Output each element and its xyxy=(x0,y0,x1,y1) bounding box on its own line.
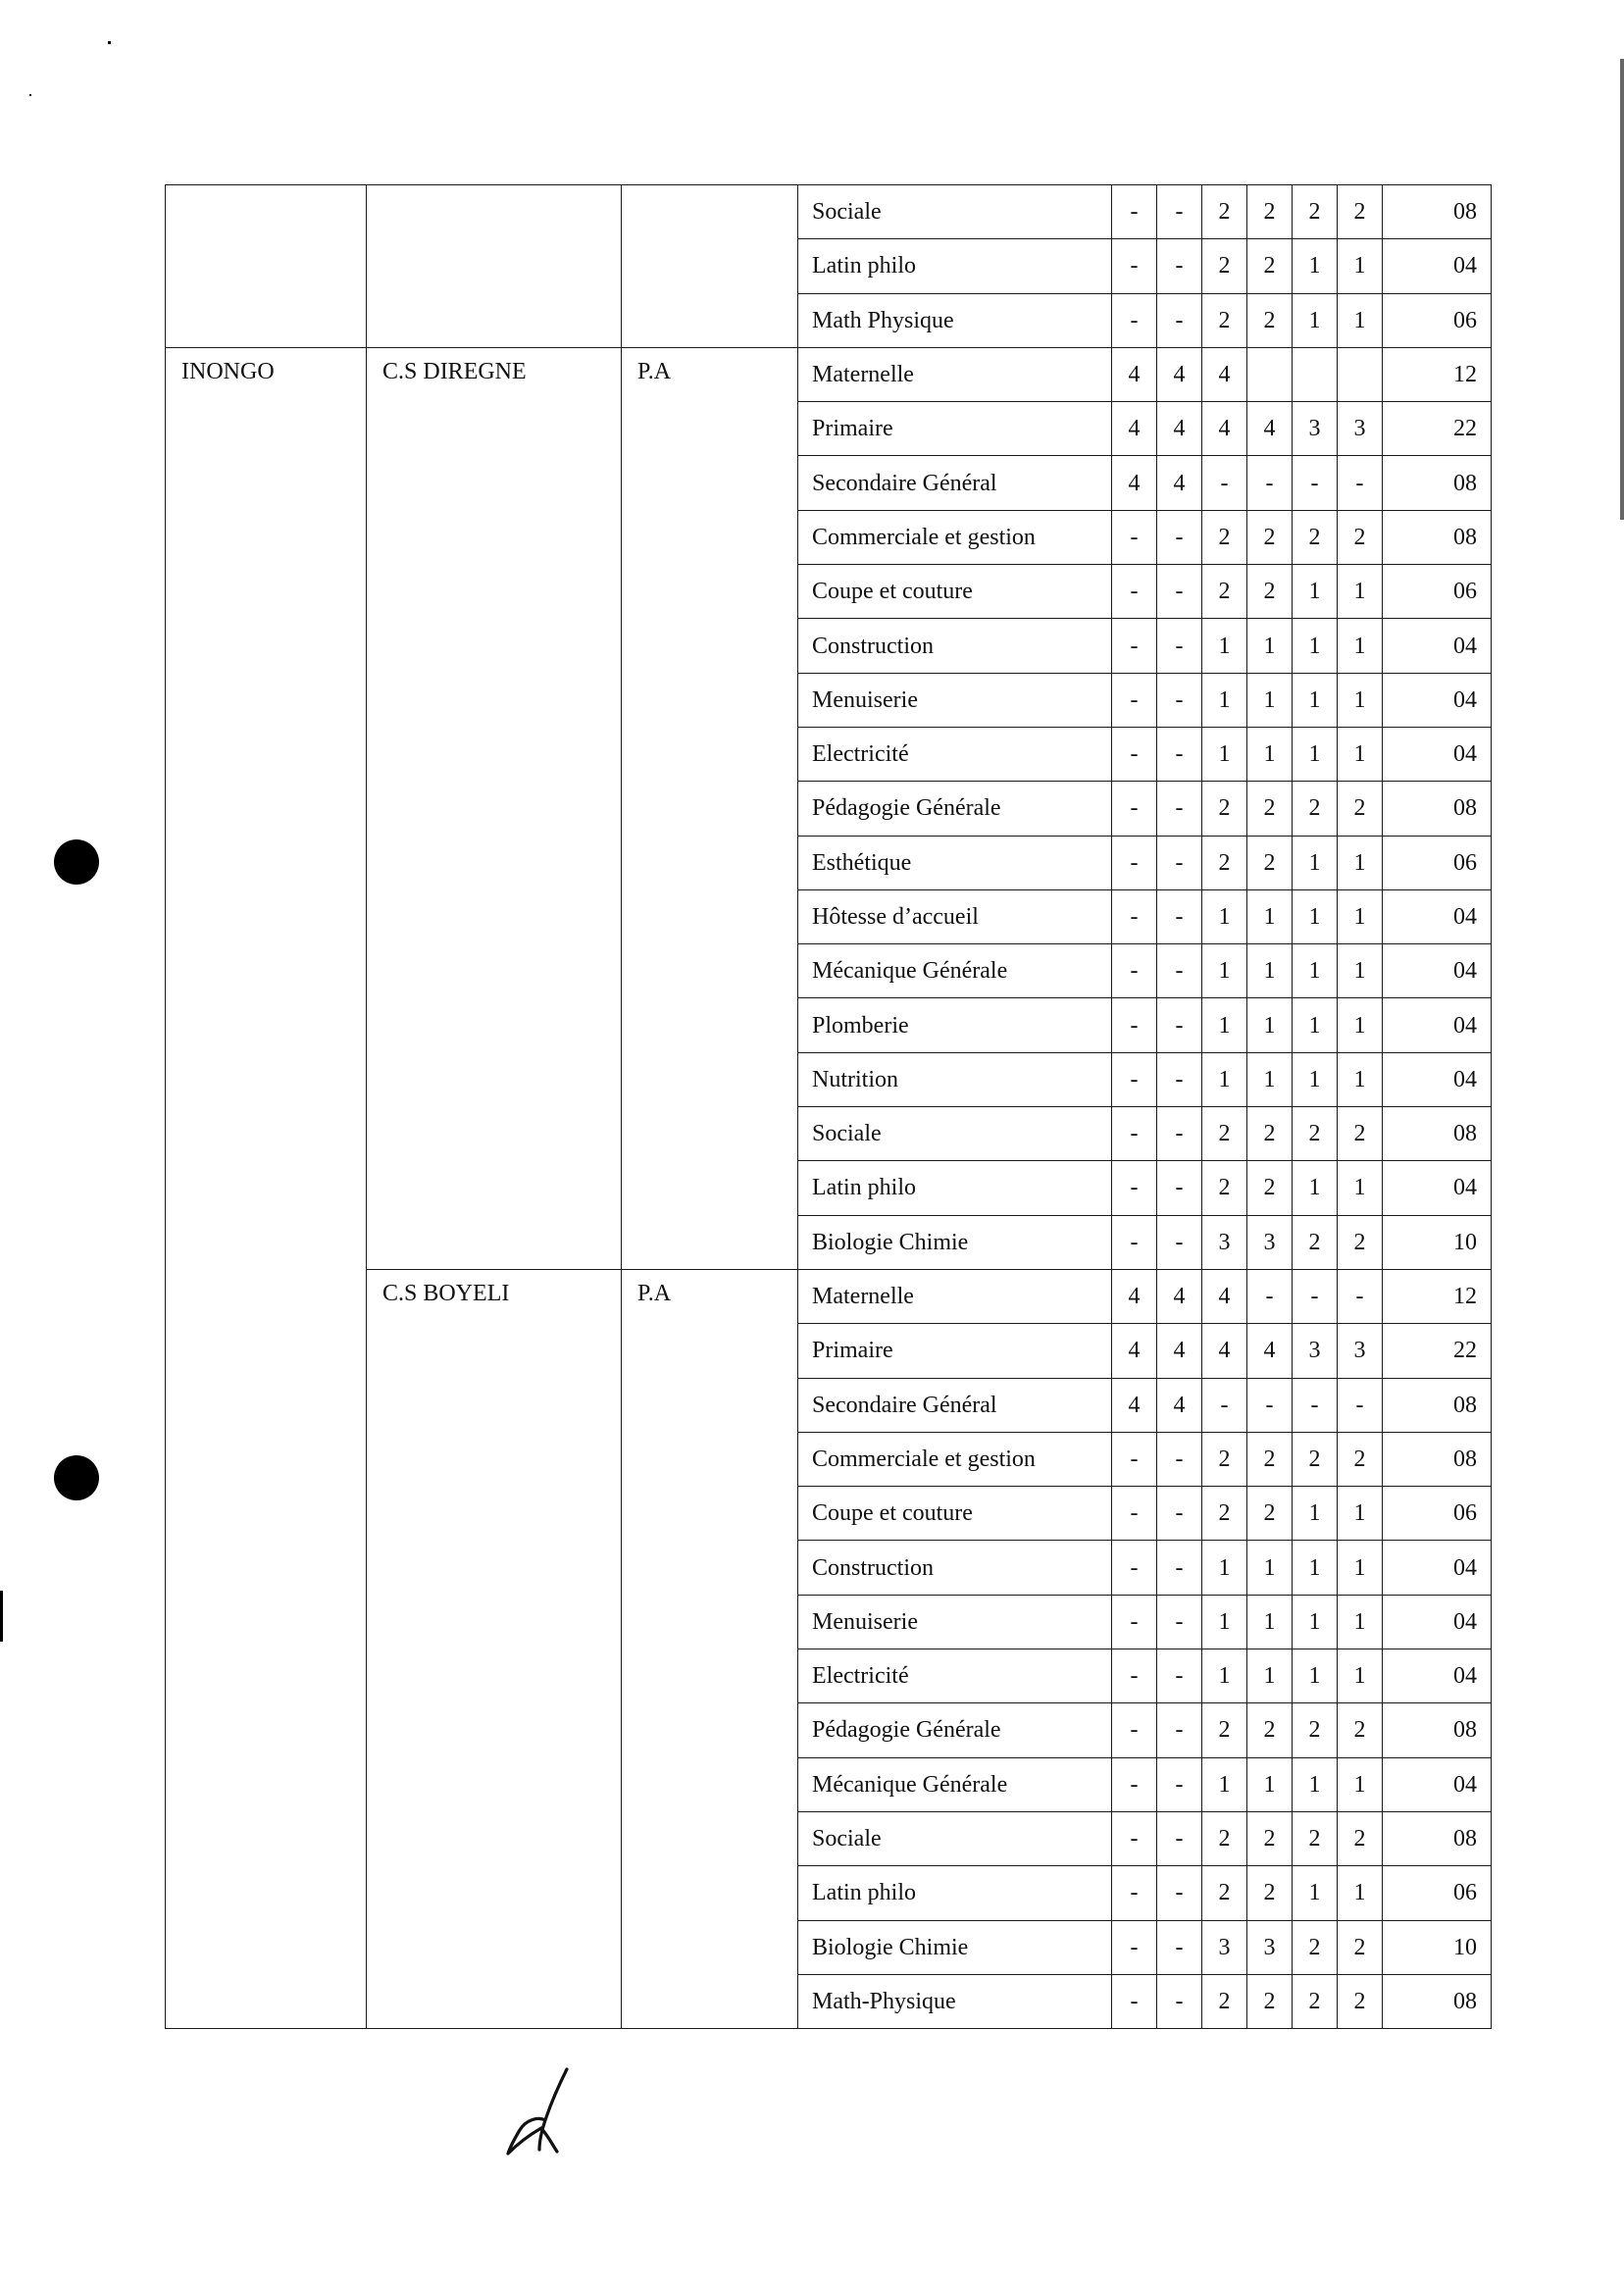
total-cell: 04 xyxy=(1383,889,1492,943)
class-count-cell: 3 xyxy=(1202,1920,1247,1974)
class-count-cell: 1 xyxy=(1338,293,1383,347)
subject-cell: Biologie Chimie xyxy=(798,1215,1112,1269)
class-count-cell: 2 xyxy=(1338,1107,1383,1161)
total-cell: 04 xyxy=(1383,1541,1492,1595)
class-count-cell: 4 xyxy=(1157,347,1202,401)
class-count-cell: 3 xyxy=(1293,402,1338,456)
class-count-cell: - xyxy=(1157,1432,1202,1486)
class-count-cell: - xyxy=(1112,1866,1157,1920)
class-count-cell: - xyxy=(1112,1052,1157,1106)
class-count-cell: 1 xyxy=(1338,619,1383,673)
class-count-cell: 2 xyxy=(1247,836,1293,889)
class-count-cell: 2 xyxy=(1247,1161,1293,1215)
class-count-cell: 1 xyxy=(1293,293,1338,347)
class-count-cell: 4 xyxy=(1112,402,1157,456)
class-count-cell: - xyxy=(1112,293,1157,347)
subject-cell: Coupe et couture xyxy=(798,1487,1112,1541)
class-count-cell: - xyxy=(1112,239,1157,293)
class-count-cell: 1 xyxy=(1338,998,1383,1052)
class-count-cell: 1 xyxy=(1202,1595,1247,1649)
punch-hole xyxy=(54,839,99,885)
class-count-cell: - xyxy=(1112,1703,1157,1757)
class-count-cell: 2 xyxy=(1338,1215,1383,1269)
class-count-cell: - xyxy=(1157,1595,1202,1649)
regime-cell: P.A xyxy=(622,1269,798,2028)
class-count-cell: 2 xyxy=(1338,510,1383,564)
class-count-cell: - xyxy=(1293,456,1338,510)
class-count-cell: 2 xyxy=(1202,1107,1247,1161)
total-cell: 06 xyxy=(1383,293,1492,347)
class-count-cell: 1 xyxy=(1202,1052,1247,1106)
class-count-cell: - xyxy=(1112,1107,1157,1161)
class-count-cell: 2 xyxy=(1247,1811,1293,1865)
total-cell: 08 xyxy=(1383,456,1492,510)
class-count-cell: 1 xyxy=(1293,1487,1338,1541)
class-count-cell: 1 xyxy=(1202,1757,1247,1811)
class-count-cell: 2 xyxy=(1293,782,1338,836)
subject-cell: Latin philo xyxy=(798,239,1112,293)
class-count-cell: - xyxy=(1157,1161,1202,1215)
total-cell: 08 xyxy=(1383,1378,1492,1432)
subject-cell: Pédagogie Générale xyxy=(798,782,1112,836)
class-count-cell: - xyxy=(1112,673,1157,727)
class-count-cell: - xyxy=(1157,1649,1202,1703)
total-cell: 06 xyxy=(1383,1487,1492,1541)
class-count-cell: 1 xyxy=(1202,1649,1247,1703)
class-count-cell: 1 xyxy=(1338,1052,1383,1106)
class-count-cell: 1 xyxy=(1293,239,1338,293)
class-count-cell: - xyxy=(1112,836,1157,889)
class-count-cell: 2 xyxy=(1202,1703,1247,1757)
class-count-cell: - xyxy=(1157,293,1202,347)
subject-cell: Primaire xyxy=(798,1324,1112,1378)
total-cell: 08 xyxy=(1383,185,1492,239)
class-count-cell: 2 xyxy=(1293,1703,1338,1757)
subject-cell: Hôtesse d’accueil xyxy=(798,889,1112,943)
class-count-cell: - xyxy=(1247,1269,1293,1323)
class-count-cell: 2 xyxy=(1247,1703,1293,1757)
class-count-cell: 4 xyxy=(1202,1269,1247,1323)
scan-speck xyxy=(108,41,111,44)
class-count-cell: - xyxy=(1157,1866,1202,1920)
class-count-cell: 4 xyxy=(1202,347,1247,401)
class-count-cell: 2 xyxy=(1338,1811,1383,1865)
class-count-cell: - xyxy=(1157,836,1202,889)
class-count-cell: 2 xyxy=(1338,185,1383,239)
class-count-cell: - xyxy=(1157,1541,1202,1595)
class-count-cell: 1 xyxy=(1247,1052,1293,1106)
class-count-cell: 1 xyxy=(1338,1649,1383,1703)
class-count-cell: - xyxy=(1157,510,1202,564)
class-count-cell: - xyxy=(1112,727,1157,781)
class-count-cell: 1 xyxy=(1247,727,1293,781)
class-count-cell: 3 xyxy=(1247,1920,1293,1974)
class-count-cell: 2 xyxy=(1202,782,1247,836)
staffing-table xyxy=(165,184,1492,2029)
class-count-cell: - xyxy=(1202,1378,1247,1432)
class-count-cell: 1 xyxy=(1293,619,1338,673)
class-count-cell: 2 xyxy=(1247,510,1293,564)
class-count-cell: 4 xyxy=(1157,1378,1202,1432)
class-count-cell: 2 xyxy=(1202,185,1247,239)
class-count-cell: 2 xyxy=(1338,1703,1383,1757)
total-cell: 22 xyxy=(1383,1324,1492,1378)
class-count-cell: 2 xyxy=(1202,1811,1247,1865)
class-count-cell: 1 xyxy=(1293,1052,1338,1106)
subject-cell: Plomberie xyxy=(798,998,1112,1052)
class-count-cell: 4 xyxy=(1157,456,1202,510)
total-cell: 12 xyxy=(1383,347,1492,401)
class-count-cell: - xyxy=(1157,998,1202,1052)
class-count-cell: 2 xyxy=(1202,1487,1247,1541)
class-count-cell: 1 xyxy=(1293,673,1338,727)
class-count-cell: 4 xyxy=(1247,1324,1293,1378)
class-count-cell: 2 xyxy=(1202,565,1247,619)
class-count-cell: 2 xyxy=(1247,1974,1293,2028)
class-count-cell: - xyxy=(1157,619,1202,673)
class-count-cell: - xyxy=(1157,944,1202,998)
class-count-cell: - xyxy=(1112,1487,1157,1541)
total-cell: 06 xyxy=(1383,836,1492,889)
class-count-cell: 2 xyxy=(1293,510,1338,564)
class-count-cell: 1 xyxy=(1247,889,1293,943)
class-count-cell: 1 xyxy=(1202,998,1247,1052)
class-count-cell: 2 xyxy=(1202,293,1247,347)
class-count-cell: 2 xyxy=(1202,836,1247,889)
class-count-cell: 1 xyxy=(1338,1541,1383,1595)
class-count-cell: 2 xyxy=(1247,1107,1293,1161)
class-count-cell: 1 xyxy=(1293,565,1338,619)
class-count-cell: - xyxy=(1157,1920,1202,1974)
subject-cell: Menuiserie xyxy=(798,1595,1112,1649)
territory-cell: INONGO xyxy=(166,347,367,2028)
class-count-cell: 2 xyxy=(1247,1487,1293,1541)
class-count-cell: - xyxy=(1112,1541,1157,1595)
class-count-cell: 1 xyxy=(1293,998,1338,1052)
class-count-cell xyxy=(1247,347,1293,401)
class-count-cell: - xyxy=(1112,510,1157,564)
class-count-cell: - xyxy=(1112,1974,1157,2028)
class-count-cell: 2 xyxy=(1202,1161,1247,1215)
class-count-cell: 2 xyxy=(1338,1974,1383,2028)
class-count-cell: 1 xyxy=(1202,944,1247,998)
punch-hole xyxy=(54,1455,99,1500)
class-count-cell: 2 xyxy=(1293,1215,1338,1269)
class-count-cell: - xyxy=(1157,782,1202,836)
class-count-cell: - xyxy=(1157,889,1202,943)
class-count-cell: 1 xyxy=(1247,944,1293,998)
total-cell: 08 xyxy=(1383,1432,1492,1486)
subject-cell: Pédagogie Générale xyxy=(798,1703,1112,1757)
total-cell: 10 xyxy=(1383,1920,1492,1974)
class-count-cell: 1 xyxy=(1338,727,1383,781)
class-count-cell: 1 xyxy=(1202,673,1247,727)
class-count-cell: - xyxy=(1112,998,1157,1052)
class-count-cell: 2 xyxy=(1202,510,1247,564)
class-count-cell: 2 xyxy=(1247,1866,1293,1920)
total-cell: 04 xyxy=(1383,1649,1492,1703)
class-count-cell: - xyxy=(1112,889,1157,943)
class-count-cell: 1 xyxy=(1247,1541,1293,1595)
total-cell: 04 xyxy=(1383,239,1492,293)
total-cell: 08 xyxy=(1383,1811,1492,1865)
class-count-cell: 4 xyxy=(1157,402,1202,456)
class-count-cell: 2 xyxy=(1338,782,1383,836)
class-count-cell: 2 xyxy=(1293,1811,1338,1865)
class-count-cell: 1 xyxy=(1247,1757,1293,1811)
total-cell: 06 xyxy=(1383,565,1492,619)
class-count-cell: - xyxy=(1112,185,1157,239)
class-count-cell: 4 xyxy=(1112,1269,1157,1323)
margin-mark xyxy=(0,1591,3,1642)
class-count-cell: - xyxy=(1112,565,1157,619)
class-count-cell: 1 xyxy=(1338,239,1383,293)
class-count-cell: 1 xyxy=(1293,836,1338,889)
class-count-cell: 1 xyxy=(1202,1541,1247,1595)
class-count-cell: - xyxy=(1112,1595,1157,1649)
class-count-cell: - xyxy=(1157,727,1202,781)
total-cell: 04 xyxy=(1383,1052,1492,1106)
subject-cell: Electricité xyxy=(798,1649,1112,1703)
class-count-cell: 3 xyxy=(1247,1215,1293,1269)
subject-cell: Mécanique Générale xyxy=(798,944,1112,998)
class-count-cell: 1 xyxy=(1293,1595,1338,1649)
subject-cell: Secondaire Général xyxy=(798,456,1112,510)
class-count-cell: 1 xyxy=(1293,1541,1338,1595)
class-count-cell: 1 xyxy=(1247,619,1293,673)
class-count-cell: - xyxy=(1293,1269,1338,1323)
total-cell: 04 xyxy=(1383,727,1492,781)
subject-cell: Commerciale et gestion xyxy=(798,1432,1112,1486)
class-count-cell: 4 xyxy=(1202,1324,1247,1378)
class-count-cell: - xyxy=(1157,1974,1202,2028)
table-row xyxy=(166,185,1492,239)
class-count-cell: - xyxy=(1112,1161,1157,1215)
class-count-cell: 2 xyxy=(1247,293,1293,347)
class-count-cell: 1 xyxy=(1338,1161,1383,1215)
territory-cell xyxy=(166,185,367,348)
total-cell: 04 xyxy=(1383,998,1492,1052)
subject-cell: Construction xyxy=(798,619,1112,673)
class-count-cell: 2 xyxy=(1293,185,1338,239)
class-count-cell: 1 xyxy=(1247,998,1293,1052)
class-count-cell: - xyxy=(1293,1378,1338,1432)
subject-cell: Electricité xyxy=(798,727,1112,781)
class-count-cell: - xyxy=(1157,1811,1202,1865)
total-cell: 10 xyxy=(1383,1215,1492,1269)
class-count-cell: 1 xyxy=(1338,1757,1383,1811)
total-cell: 08 xyxy=(1383,1974,1492,2028)
class-count-cell: 2 xyxy=(1338,1920,1383,1974)
class-count-cell: 2 xyxy=(1293,1974,1338,2028)
class-count-cell: 2 xyxy=(1247,239,1293,293)
class-count-cell: 2 xyxy=(1202,1432,1247,1486)
school-cell xyxy=(367,185,622,348)
class-count-cell: - xyxy=(1157,565,1202,619)
handwritten-signature xyxy=(502,2059,590,2157)
total-cell: 04 xyxy=(1383,619,1492,673)
class-count-cell xyxy=(1293,347,1338,401)
subject-cell: Maternelle xyxy=(798,1269,1112,1323)
class-count-cell: - xyxy=(1247,456,1293,510)
total-cell: 04 xyxy=(1383,1595,1492,1649)
class-count-cell: - xyxy=(1112,1920,1157,1974)
class-count-cell: 2 xyxy=(1247,1432,1293,1486)
class-count-cell: 1 xyxy=(1293,889,1338,943)
class-count-cell: - xyxy=(1112,1432,1157,1486)
class-count-cell: - xyxy=(1157,1487,1202,1541)
class-count-cell: 4 xyxy=(1112,456,1157,510)
total-cell: 04 xyxy=(1383,673,1492,727)
class-count-cell: 1 xyxy=(1247,1595,1293,1649)
school-cell: C.S DIREGNE xyxy=(367,347,622,1269)
class-count-cell: 1 xyxy=(1293,727,1338,781)
edge-shadow xyxy=(1620,59,1624,520)
class-count-cell: 2 xyxy=(1202,1866,1247,1920)
class-count-cell: 1 xyxy=(1338,1595,1383,1649)
class-count-cell: 4 xyxy=(1157,1324,1202,1378)
total-cell: 22 xyxy=(1383,402,1492,456)
subject-cell: Latin philo xyxy=(798,1866,1112,1920)
class-count-cell: 3 xyxy=(1293,1324,1338,1378)
total-cell: 04 xyxy=(1383,1161,1492,1215)
class-count-cell: - xyxy=(1202,456,1247,510)
class-count-cell: - xyxy=(1157,1757,1202,1811)
class-count-cell: 1 xyxy=(1202,619,1247,673)
class-count-cell: - xyxy=(1112,619,1157,673)
regime-cell: P.A xyxy=(622,347,798,1269)
class-count-cell: - xyxy=(1157,239,1202,293)
total-cell: 12 xyxy=(1383,1269,1492,1323)
subject-cell: Primaire xyxy=(798,402,1112,456)
class-count-cell: - xyxy=(1338,1269,1383,1323)
class-count-cell: - xyxy=(1112,944,1157,998)
class-count-cell: - xyxy=(1157,185,1202,239)
class-count-cell: 2 xyxy=(1247,185,1293,239)
class-count-cell: 1 xyxy=(1293,1757,1338,1811)
class-count-cell: 4 xyxy=(1202,402,1247,456)
subject-cell: Latin philo xyxy=(798,1161,1112,1215)
subject-cell: Sociale xyxy=(798,1107,1112,1161)
total-cell: 04 xyxy=(1383,1757,1492,1811)
class-count-cell: - xyxy=(1157,1703,1202,1757)
subject-cell: Commerciale et gestion xyxy=(798,510,1112,564)
class-count-cell: - xyxy=(1112,1811,1157,1865)
class-count-cell: 1 xyxy=(1338,565,1383,619)
class-count-cell: - xyxy=(1157,1052,1202,1106)
class-count-cell xyxy=(1338,347,1383,401)
class-count-cell: - xyxy=(1157,673,1202,727)
class-count-cell: - xyxy=(1247,1378,1293,1432)
subject-cell: Secondaire Général xyxy=(798,1378,1112,1432)
class-count-cell: 3 xyxy=(1338,402,1383,456)
class-count-cell: 1 xyxy=(1338,944,1383,998)
class-count-cell: 4 xyxy=(1112,1324,1157,1378)
class-count-cell: 2 xyxy=(1247,565,1293,619)
class-count-cell: 2 xyxy=(1293,1107,1338,1161)
class-count-cell: 1 xyxy=(1293,1161,1338,1215)
subject-cell: Menuiserie xyxy=(798,673,1112,727)
class-count-cell: - xyxy=(1157,1107,1202,1161)
class-count-cell: 1 xyxy=(1247,1649,1293,1703)
class-count-cell: 2 xyxy=(1247,782,1293,836)
class-count-cell: - xyxy=(1112,1649,1157,1703)
total-cell: 08 xyxy=(1383,510,1492,564)
class-count-cell: 3 xyxy=(1338,1324,1383,1378)
class-count-cell: 2 xyxy=(1293,1432,1338,1486)
class-count-cell: 1 xyxy=(1293,1866,1338,1920)
total-cell: 04 xyxy=(1383,944,1492,998)
class-count-cell: 1 xyxy=(1293,1649,1338,1703)
subject-cell: Esthétique xyxy=(798,836,1112,889)
subject-cell: Coupe et couture xyxy=(798,565,1112,619)
class-count-cell: 1 xyxy=(1338,1866,1383,1920)
class-count-cell: 1 xyxy=(1338,1487,1383,1541)
subject-cell: Sociale xyxy=(798,185,1112,239)
class-count-cell: 2 xyxy=(1202,239,1247,293)
class-count-cell: 4 xyxy=(1112,347,1157,401)
regime-cell xyxy=(622,185,798,348)
school-cell: C.S BOYELI xyxy=(367,1269,622,2028)
total-cell: 08 xyxy=(1383,782,1492,836)
total-cell: 08 xyxy=(1383,1107,1492,1161)
class-count-cell: 2 xyxy=(1202,1974,1247,2028)
class-count-cell: 4 xyxy=(1112,1378,1157,1432)
scan-speck xyxy=(29,94,31,96)
class-count-cell: 3 xyxy=(1202,1215,1247,1269)
class-count-cell: - xyxy=(1112,1215,1157,1269)
class-count-cell: - xyxy=(1157,1215,1202,1269)
class-count-cell: - xyxy=(1112,1757,1157,1811)
subject-cell: Nutrition xyxy=(798,1052,1112,1106)
class-count-cell: 1 xyxy=(1247,673,1293,727)
total-cell: 06 xyxy=(1383,1866,1492,1920)
class-count-cell: - xyxy=(1338,1378,1383,1432)
subject-cell: Sociale xyxy=(798,1811,1112,1865)
subject-cell: Biologie Chimie xyxy=(798,1920,1112,1974)
class-count-cell: 1 xyxy=(1293,944,1338,998)
subject-cell: Construction xyxy=(798,1541,1112,1595)
class-count-cell: 1 xyxy=(1338,889,1383,943)
class-count-cell: 2 xyxy=(1338,1432,1383,1486)
table-row xyxy=(166,347,1492,401)
total-cell: 08 xyxy=(1383,1703,1492,1757)
subject-cell: Math Physique xyxy=(798,293,1112,347)
class-count-cell: 1 xyxy=(1202,889,1247,943)
subject-cell: Mécanique Générale xyxy=(798,1757,1112,1811)
subject-cell: Maternelle xyxy=(798,347,1112,401)
class-count-cell: - xyxy=(1112,782,1157,836)
class-count-cell: 1 xyxy=(1338,673,1383,727)
class-count-cell: 4 xyxy=(1247,402,1293,456)
class-count-cell: - xyxy=(1338,456,1383,510)
class-count-cell: 1 xyxy=(1202,727,1247,781)
class-count-cell: 1 xyxy=(1338,836,1383,889)
class-count-cell: 2 xyxy=(1293,1920,1338,1974)
subject-cell: Math-Physique xyxy=(798,1974,1112,2028)
class-count-cell: 4 xyxy=(1157,1269,1202,1323)
